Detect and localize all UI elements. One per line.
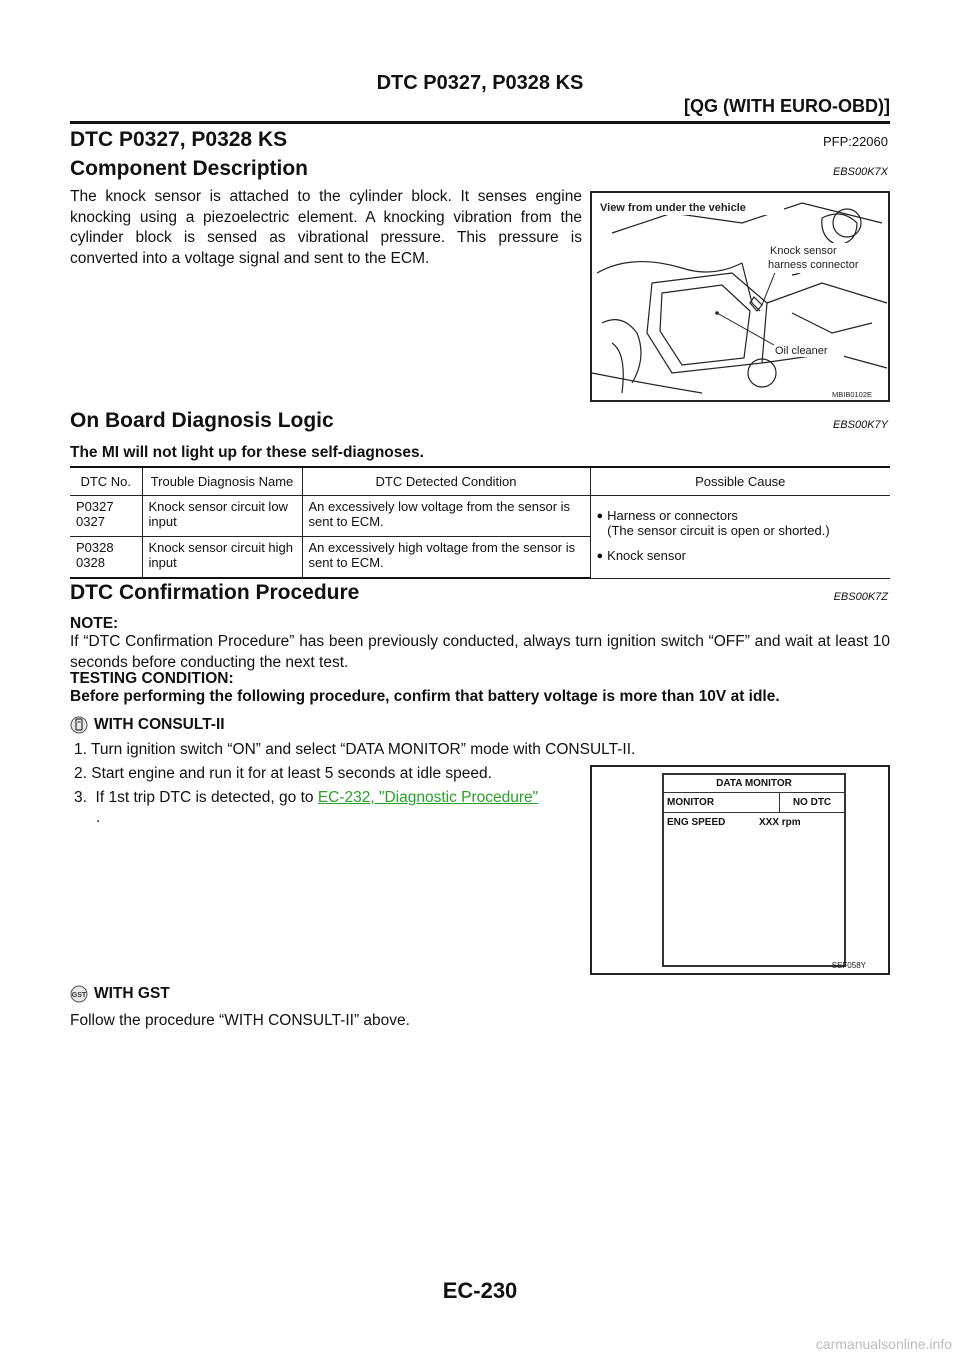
gst-text: Follow the procedure “WITH CONSULT-II” above. (70, 1012, 410, 1029)
page-number: EC-230 (442, 1278, 518, 1303)
header-title: DTC P0327, P0328 KS (376, 72, 584, 94)
diagnostic-procedure-link[interactable]: EC-232, "Diagnostic Procedure" (317, 789, 539, 806)
gst-tool-icon (70, 985, 88, 1003)
consult-heading (70, 716, 225, 734)
dtc-table-wrap (70, 466, 890, 579)
component-description-title: Component Description (70, 157, 309, 180)
cell-name: Knock sensor circuit high input (142, 537, 302, 579)
obd-title: On Board Diagnosis Logic (70, 409, 334, 432)
step-3-tail: . (96, 809, 101, 826)
eng-speed-value: XXX rpm (759, 817, 801, 828)
data-monitor-figure (590, 765, 890, 975)
step-3-text: 3. If 1st trip DTC is detected, go to (74, 789, 318, 806)
main-title: DTC P0327, P0328 KS (70, 128, 288, 151)
cause-main: Harness or connectors (607, 508, 738, 524)
obd-code: EBS00K7Y (832, 419, 888, 431)
pfp-code: PFP:22060 (822, 134, 888, 149)
step-3 (74, 788, 584, 828)
col-header-name: Trouble Diagnosis Name (142, 467, 302, 496)
dtc-code: P0328 (76, 540, 114, 555)
note-text: If “DTC Confirmation Procedure” has been previously conducted, always turn ignition switch “OFF” and wait at least 10 seconds before conducting the next test. (70, 633, 890, 671)
col-header-condition: DTC Detected Condition (302, 467, 590, 496)
obd-note: The MI will not light up for these self-diagnoses. (70, 444, 424, 461)
eng-speed-label: ENG SPEED (667, 817, 726, 828)
figure-label-knock-sensor: Knock sensor (770, 245, 837, 257)
col-header-cause: Possible Cause (590, 467, 890, 496)
component-text: The knock sensor is attached to the cylinder block. It senses engine knocking using a piezoelectric element. A knocking vibration from the cylinder block is sensed as vibrational pressure. This pressure is converted into a voltage signal and sent to the ECM. (70, 188, 582, 267)
component-code: EBS00K7X (832, 166, 888, 178)
data-monitor-row (664, 813, 844, 832)
cell-condition: An excessively high voltage from the sensor is sent to ECM. (302, 537, 590, 579)
cell-dtc (70, 496, 142, 537)
testing-text: Before performing the following procedure, confirm that battery voltage is more than 10V at idle. (70, 688, 780, 705)
gst-icon-text: GST (71, 992, 87, 999)
consult-heading-text: WITH CONSULT-II (94, 716, 225, 733)
col-header-dtc: DTC No. (70, 467, 142, 496)
monitor-col-header: MONITOR (664, 793, 780, 812)
gst-heading-text: WITH GST (94, 985, 170, 1002)
table-header-row (70, 467, 890, 496)
no-dtc-col-header: NO DTC (792, 797, 832, 808)
cell-cause (590, 496, 890, 579)
dtc-table (70, 466, 890, 579)
dtc-code-alt: 0327 (76, 514, 105, 529)
gst-heading (70, 985, 170, 1003)
bullet-icon: ● (596, 550, 604, 563)
table-row (70, 496, 890, 537)
figure-label-harness-connector: harness connector (768, 259, 859, 271)
cell-condition: An excessively low voltage from the sensor is sent to ECM. (302, 496, 590, 537)
data-monitor-figure-id: SEF058Y (831, 961, 866, 970)
cell-name: Knock sensor circuit low input (142, 496, 302, 537)
figure-label-oil-cleaner: Oil cleaner (775, 345, 828, 357)
knock-sensor-figure (590, 191, 890, 402)
cause-sub: (The sensor circuit is open or shorted.) (607, 523, 830, 539)
dtc-code: P0327 (76, 499, 114, 514)
data-monitor-title: DATA MONITOR (664, 775, 844, 793)
cell-dtc (70, 537, 142, 579)
testing-label: TESTING CONDITION: (70, 670, 234, 687)
data-monitor-header-row (664, 793, 844, 813)
cause-item (597, 508, 885, 538)
header-rule (70, 121, 890, 124)
cause-main: Knock sensor (607, 548, 686, 564)
engine-underside-illustration (592, 193, 888, 400)
header-subtitle: [QG (WITH EURO-OBD)] (684, 96, 890, 116)
procedure-code: EBS00K7Z (833, 591, 888, 603)
figure-id: MBIB0102E (832, 390, 873, 399)
data-monitor-screen (662, 773, 846, 967)
figure-title: View from under the vehicle (600, 202, 746, 214)
consult-tool-icon (70, 716, 88, 734)
bullet-icon: ● (596, 510, 604, 523)
dtc-code-alt: 0328 (76, 555, 105, 570)
step-2: 2. Start engine and run it for at least 5 seconds at idle speed. (74, 765, 492, 782)
procedure-title: DTC Confirmation Procedure (70, 581, 360, 604)
note-label: NOTE: (70, 615, 119, 632)
cause-item (597, 548, 885, 565)
watermark: carmanualsonline.info (815, 1336, 952, 1352)
step-1: 1. Turn ignition switch “ON” and select “DATA MONITOR” mode with CONSULT-II. (74, 741, 636, 758)
